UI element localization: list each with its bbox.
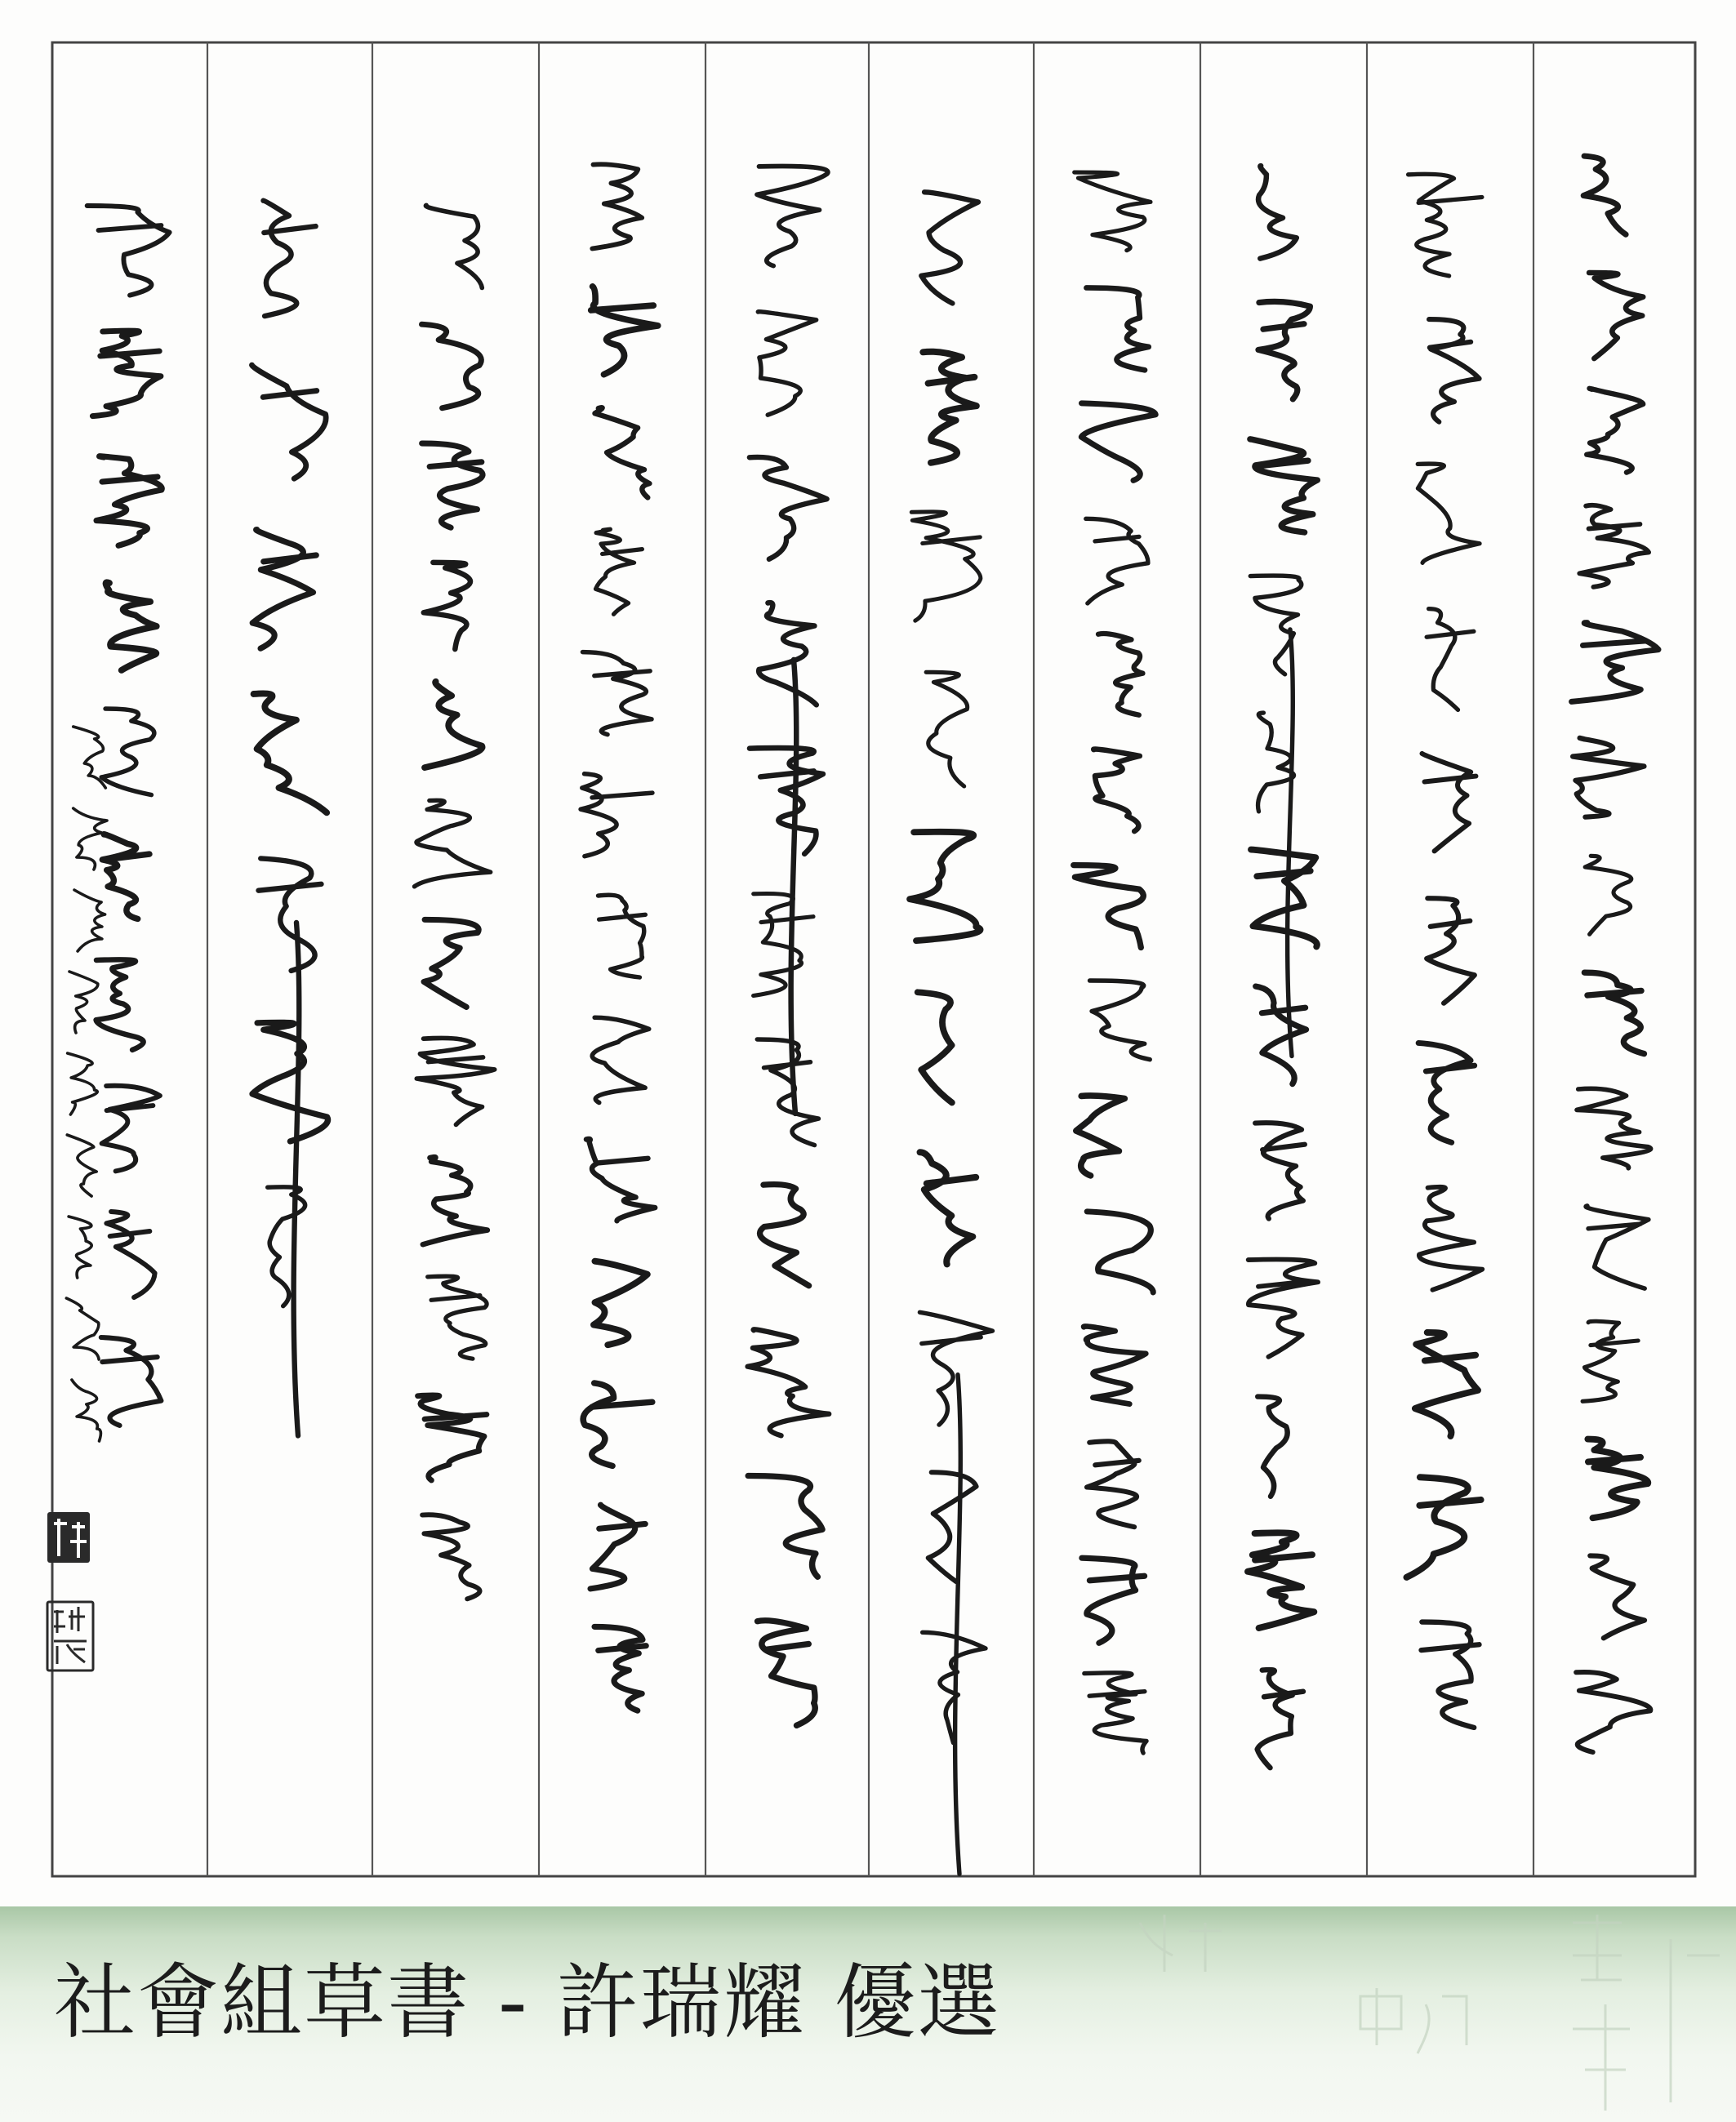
calligraphy-glyph [1082,1558,1145,1643]
calligraphy-glyph [586,1139,655,1221]
calligraphy-glyph [1589,273,1643,358]
calligraphy-glyph [1418,1043,1475,1142]
calligraphy-glyph [1583,156,1626,234]
calligraphy-glyph [1415,1332,1478,1436]
calligraphy-glyph [1586,1206,1649,1288]
calligraphy-glyph [1087,1441,1139,1527]
calligraphy-glyph [106,1212,154,1297]
calligraphy-glyph [1419,1187,1482,1290]
calligraphy-glyph [1087,1212,1153,1292]
calligraphy-glyph [251,365,326,478]
calligraphy-column [1407,174,1483,1728]
calligraphy-glyph [96,456,162,545]
calligraphy-glyph [760,1185,809,1286]
calligraphy-glyph [1427,609,1474,710]
calligraphy-glyph [1427,898,1475,1003]
calligraphy-column [1074,172,1155,1753]
calligraphy-glyph [1587,389,1643,473]
calligraphy-column [748,167,830,1726]
calligraphy-glyph [757,167,828,266]
calligraphy-glyph [750,748,823,854]
calligraphy-glyph [1258,713,1294,812]
calligraphy-glyph [1075,172,1151,251]
calligraphy-glyph [254,693,327,812]
calligraphy-glyph [1248,1533,1314,1628]
calligraphy-glyph [1579,505,1649,587]
signature-glyph [68,1053,98,1114]
calligraphy-glyph [1577,1088,1651,1168]
calligraphy-glyph [928,1472,977,1581]
calligraphy-glyph [96,959,144,1050]
calligraphy-glyph [1098,634,1142,715]
calligraphy-column [1572,156,1658,1752]
calligraphy-glyph [1258,166,1297,259]
calligraphy-glyph [1576,1672,1650,1752]
calligraphy-column [251,201,327,1436]
calligraphy-glyph [263,201,315,316]
calligraphy-column [581,164,658,1711]
calligraphy-glyph [918,992,952,1102]
calligraphy-glyph [424,563,470,649]
calligraphy-glyph [1407,1477,1481,1577]
calligraphy-glyph [1421,1622,1479,1728]
calligraphy-glyph [1258,301,1310,399]
calligraphy-glyph [590,1505,645,1589]
calligraphy-glyph [757,1039,818,1146]
calligraphy-glyph [910,832,980,941]
calligraphy-glyph [1090,981,1151,1060]
background-watermark [1115,1906,1736,2122]
calligraphy-glyph [268,1187,305,1306]
calligraphy-glyph [1572,623,1658,702]
calligraphy-glyph [422,1515,479,1599]
calligraphy-glyph [748,1476,822,1577]
calligraphy-column [415,205,495,1599]
calligraphy-glyph [425,682,483,767]
calligraphy-glyph [415,800,491,887]
calligraphy-glyph [1587,1439,1648,1519]
calligraphy-glyph [101,709,154,795]
calligraphy-glyph [758,312,816,415]
calligraphy-glyph [599,895,646,977]
calligraphy-glyph [424,919,479,1007]
calligraphy-text [66,156,1658,1874]
calligraphy-glyph [418,1395,487,1480]
calligraphy-glyph [428,1276,487,1359]
calligraphy-glyph [1076,1096,1125,1176]
calligraphy-glyph [583,1383,652,1466]
calligraphy-glyph [594,1261,648,1345]
calligraphy-glyph [758,1621,816,1726]
calligraphy-glyph [1257,1397,1287,1497]
calligraphy-glyph [102,1086,160,1172]
calligraphy-glyph [595,407,650,497]
calligraphy-glyph [1255,1123,1305,1218]
calligraphy-column [87,206,170,1426]
calligraphy-glyph [759,603,817,1114]
calligraphy-glyph [1257,1670,1303,1768]
calligraphy-glyph [1585,856,1631,934]
signature-glyph [72,1380,101,1441]
column-rules [207,42,1533,1876]
calligraphy-glyph [750,457,827,559]
calligraphy-glyph [1086,287,1148,370]
caption-title: 社會組草書 - 許瑞耀 優選 [54,1955,1001,2050]
calligraphy-glyph [591,287,658,375]
calligraphy-glyph [1429,319,1480,422]
calligraphy-glyph [581,774,652,856]
calligraphy-glyph [1084,1673,1146,1753]
signature-glyph [67,1135,96,1196]
calligraphy-glyph [423,1157,487,1244]
calligraphy-glyph [754,893,813,995]
calligraphy-glyph [92,331,160,416]
calligraphy-glyph [259,858,322,1435]
calligraphy-glyph [1409,174,1482,276]
calligraphy-glyph [582,652,652,735]
signature-glyph [66,1298,99,1359]
calligraphy-glyph [1584,972,1644,1053]
calligraphy-glyph [911,512,981,621]
calligraphy-glyph [1590,1555,1645,1638]
calligraphy-glyph [252,1022,328,1141]
calligraphy-glyph [1081,403,1155,481]
calligraphy-glyph [252,530,316,649]
signature-glyph [74,890,105,951]
calligraphy-glyph [1582,1321,1638,1401]
signature-glyph [69,972,98,1033]
calligraphy-glyph [592,1017,648,1102]
calligraphy-glyph [921,192,978,303]
calligraphy-glyph [1249,1260,1318,1357]
calligraphy-glyph [926,672,968,786]
calligraphy-glyph [923,352,976,463]
seal-ruiyao [47,1602,93,1670]
calligraphy-signature [66,727,107,1441]
calligraphy-glyph [1256,986,1306,1084]
calligraphy-column [910,192,992,1874]
calligraphy-glyph [596,529,643,614]
signature-glyph [69,1217,91,1278]
calligraphy-glyph [102,834,149,919]
calligraphy-glyph [421,324,481,408]
calligraphy-glyph [416,1038,494,1124]
calligraphy-glyph [106,582,157,670]
calligraphy-glyph [1093,749,1140,831]
calligraphy-column [1248,166,1318,1768]
calligraphy-glyph [1422,754,1476,851]
calligraphy-glyph [1074,865,1144,948]
calligraphy-glyph [1251,850,1317,947]
calligraphy-glyph [1418,464,1480,563]
calligraphy-glyph [422,443,483,527]
calligraphy-glyph [920,1152,977,1264]
calligraphy-glyph [1084,1326,1146,1404]
calligraphy-glyph [1573,738,1644,817]
seal-xu [47,1512,90,1563]
calligraphy-glyph [748,1329,830,1435]
calligraphy-glyph [101,1337,162,1426]
calligraphy-glyph [425,205,482,287]
calligraphy-glyph [592,164,642,248]
calligraphy-glyph [594,1626,646,1711]
calligraphy-glyph [1086,518,1148,603]
calligraphy-glyph [919,1312,992,1874]
calligraphy-glyph [87,206,170,296]
calligraphy-glyph [1250,439,1317,532]
